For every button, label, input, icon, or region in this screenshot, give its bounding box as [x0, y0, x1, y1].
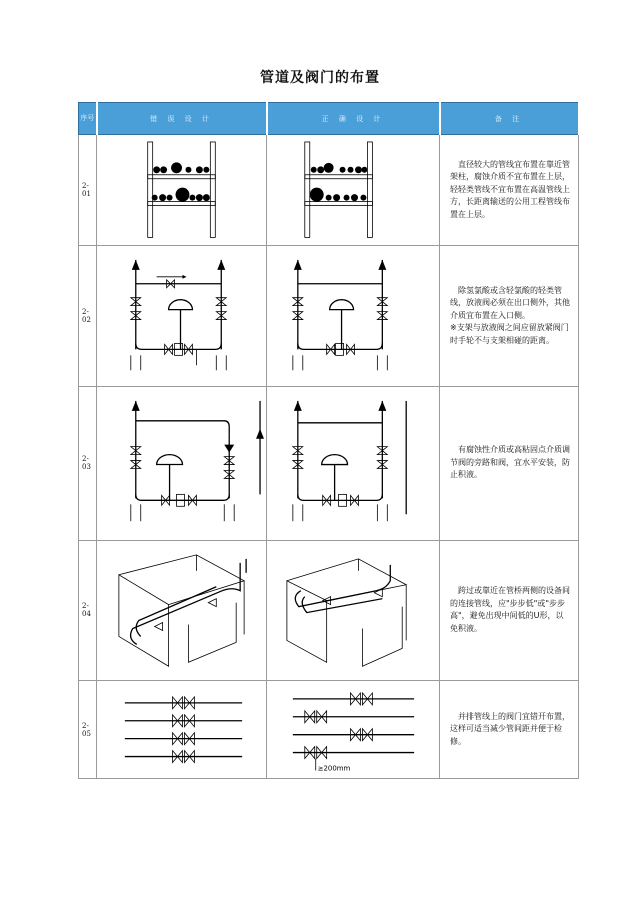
header-wrong-design: 错 误 设 计 [97, 103, 267, 135]
row-code: 2-04 [79, 540, 97, 680]
note-text: 并排管线上的阀门宜错开布置，这样可适当减少管间距并便于检修。 [450, 711, 570, 746]
cross-bridge-right-diagram [267, 541, 439, 680]
header-code: 序号 [79, 103, 97, 135]
drain-valve-right-diagram [267, 246, 439, 385]
page-title: 管道及阀门的布置 [260, 70, 380, 86]
row-code: 2-01 [79, 135, 97, 246]
pipe-valve-layout-table [78, 102, 580, 779]
row-code: 2-03 [79, 386, 97, 540]
right-figure-2-01 [267, 135, 440, 246]
header-right-design: 正 确 设 计 [267, 103, 440, 135]
row-note [440, 540, 579, 680]
note-text: 有腐蚀性介质或高粘固点介质调节阀的旁路和阀，宜水平安装，防止积液。 [450, 445, 570, 480]
table-row [79, 246, 579, 386]
note-text: 除氢氯酸或含轻氯酸的轻类管线，放液阀必须在出口侧外，其他介质宜布置在入口侧。 ※支架与放液阀之间应留放紧阀门时手轮不与支架相碰的距离。 [450, 285, 570, 345]
table-row [79, 540, 579, 680]
table-header-row [79, 103, 579, 135]
wrong-figure-2-03 [97, 386, 267, 540]
bypass-valve-right-diagram [267, 387, 439, 540]
table-row [79, 680, 579, 778]
note-text: 跨过或靠近在管桥两侧的设备间的连接管线，应"步步低"或"步步高"，避免出现中间低的U形，以免积液。 [450, 586, 570, 633]
wrong-figure-2-01 [97, 135, 267, 246]
cross-bridge-wrong-diagram [97, 541, 266, 680]
table-row [79, 386, 579, 540]
pipe-rack-wrong-diagram [97, 135, 266, 245]
bypass-valve-wrong-diagram [97, 387, 266, 540]
table-row [79, 135, 579, 246]
wrong-figure-2-05 [97, 680, 267, 778]
row-note [440, 135, 579, 246]
row-note [440, 246, 579, 386]
right-figure-2-02 [267, 246, 440, 386]
row-note [440, 386, 579, 540]
spacing-dimension-label: ≥200mm [317, 764, 351, 773]
note-text: 直径较大的管线宜布置在靠近管架柱，腐蚀介质不宜布置在上层，轻轻类管线不宜布置在高温管线上方，长距离输送的公用工程管线布置在上层。 [450, 159, 570, 219]
row-code: 2-02 [79, 246, 97, 386]
wrong-figure-2-04 [97, 540, 267, 680]
pipe-rack-right-diagram [267, 135, 439, 245]
parallel-valves-wrong-diagram [97, 681, 266, 778]
row-code: 2-05 [79, 680, 97, 778]
drain-valve-wrong-diagram [97, 246, 266, 385]
right-figure-2-04 [267, 540, 440, 680]
right-figure-2-03 [267, 386, 440, 540]
wrong-figure-2-02 [97, 246, 267, 386]
parallel-valves-right-diagram [267, 681, 439, 778]
header-note: 备 注 [440, 103, 579, 135]
right-figure-2-05 [267, 680, 440, 778]
row-note [440, 680, 579, 778]
